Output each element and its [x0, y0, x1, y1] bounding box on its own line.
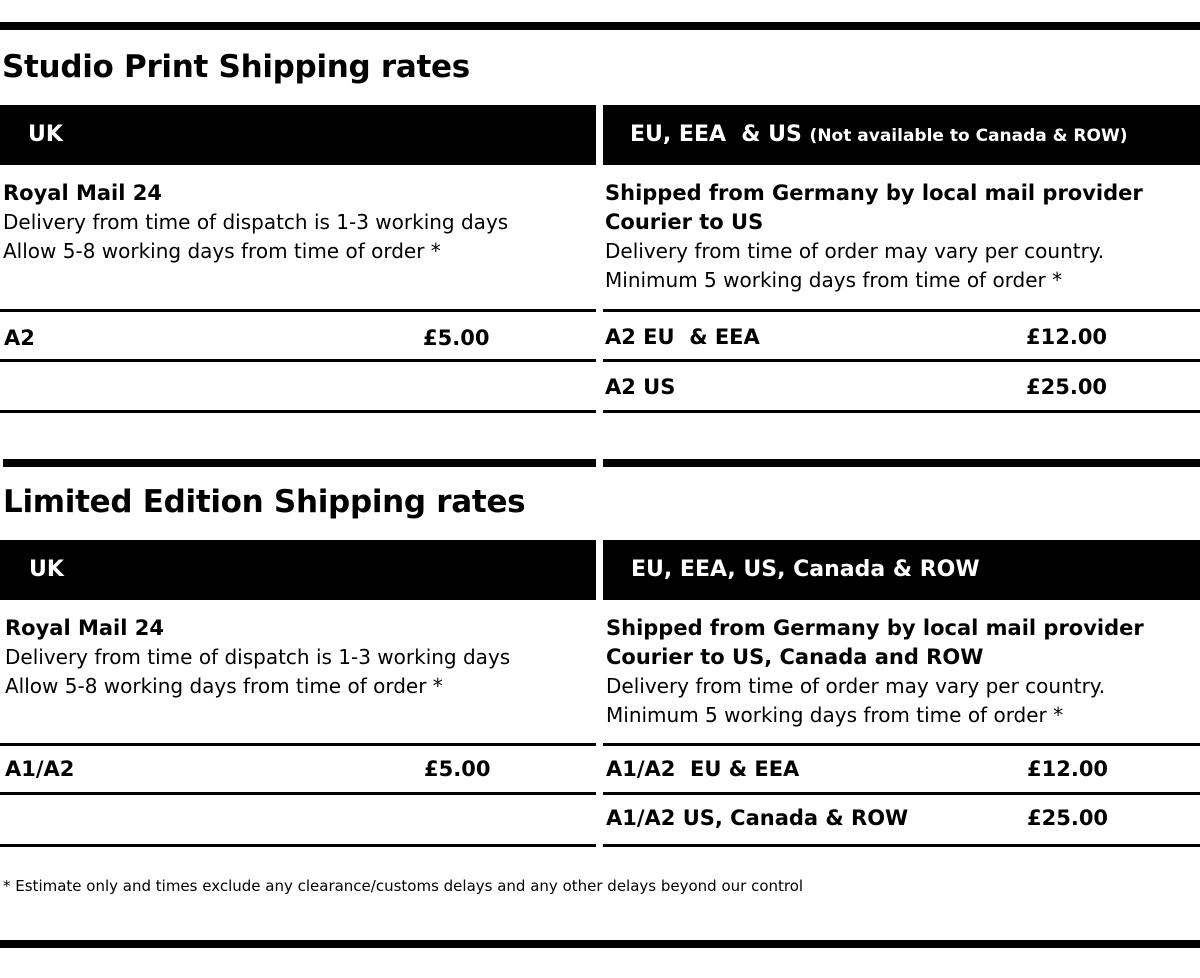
- limited-uk-header: [0, 540, 596, 600]
- table-row: [606, 754, 799, 784]
- table-row: [605, 322, 760, 352]
- row-price: £5.00: [423, 326, 490, 350]
- studio-intl-header-label: EU, EEA & US: [630, 122, 802, 147]
- bottom-rule: [0, 940, 1200, 948]
- limited-intl-line1: Delivery from time of order may vary per country.: [606, 674, 1106, 698]
- studio-intl-header-note: (Not available to Canada & ROW): [809, 126, 1128, 146]
- studio-section-title: Studio Print Shipping rates: [2, 49, 470, 85]
- studio-intl-carrier2: Courier to US: [605, 210, 764, 234]
- row-label: A1/A2: [5, 757, 75, 781]
- studio-uk-rule-2: [0, 359, 596, 362]
- studio-uk-carrier: Royal Mail 24: [3, 181, 162, 205]
- limited-uk-line1: Delivery from time of dispatch is 1-3 working days: [5, 645, 511, 669]
- limited-uk-rule-1: [0, 743, 596, 746]
- footnote: * Estimate only and times exclude any clearance/customs delays and any other delays beyond our control: [3, 877, 804, 895]
- studio-intl-line1: Delivery from time of order may vary per country.: [605, 239, 1105, 263]
- row-price: £12.00: [1027, 757, 1109, 781]
- studio-intl-rule-1: [603, 309, 1200, 312]
- studio-intl-info: [605, 179, 1143, 295]
- limited-section-title: Limited Edition Shipping rates: [3, 484, 526, 520]
- limited-uk-carrier: Royal Mail 24: [5, 616, 164, 640]
- row-price: £5.00: [424, 757, 491, 781]
- row-label: A1/A2 EU & EEA: [606, 757, 800, 781]
- limited-uk-info: [5, 614, 510, 701]
- limited-intl-carrier: Shipped from Germany by local mail provider: [606, 616, 1144, 640]
- top-rule: [0, 22, 1200, 30]
- limited-intl-carrier2: Courier to US, Canada and ROW: [606, 645, 984, 669]
- studio-uk-line1: Delivery from time of dispatch is 1-3 working days: [3, 210, 509, 234]
- studio-uk-line2: Allow 5-8 working days from time of order *: [3, 239, 441, 263]
- limited-intl-info: [606, 614, 1144, 730]
- studio-intl-carrier: Shipped from Germany by local mail provider: [605, 181, 1143, 205]
- row-label: A2 EU & EEA: [605, 325, 760, 349]
- limited-uk-header-label: UK: [29, 557, 64, 582]
- row-label: A2 US: [605, 375, 676, 399]
- section-divider-right: [603, 459, 1200, 467]
- limited-intl-rule-3: [603, 844, 1200, 847]
- studio-uk-header-label: UK: [28, 122, 63, 147]
- studio-intl-line2: Minimum 5 working days from time of order *: [605, 268, 1063, 292]
- limited-uk-rule-3: [0, 844, 596, 847]
- limited-uk-line2: Allow 5-8 working days from time of order *: [5, 674, 443, 698]
- row-price: £25.00: [1027, 806, 1109, 830]
- studio-uk-info: [3, 179, 508, 266]
- limited-intl-header-label: EU, EEA, US, Canada & ROW: [631, 557, 980, 582]
- limited-intl-line2: Minimum 5 working days from time of order *: [606, 703, 1064, 727]
- limited-intl-header: [603, 540, 1200, 600]
- studio-intl-header: [603, 105, 1200, 165]
- row-label: A1/A2 US, Canada & ROW: [606, 806, 909, 830]
- studio-intl-rule-3: [603, 410, 1200, 413]
- limited-uk-rule-2: [0, 792, 596, 795]
- limited-intl-rule-2: [603, 792, 1200, 795]
- section-divider-left: [3, 459, 596, 467]
- row-price: £12.00: [1026, 325, 1108, 349]
- studio-uk-rule-3: [0, 410, 596, 413]
- table-row: [605, 372, 675, 402]
- limited-intl-rule-1: [603, 743, 1200, 746]
- table-row: [5, 754, 74, 784]
- table-row: [606, 803, 908, 833]
- studio-uk-header: [0, 105, 596, 165]
- row-price: £25.00: [1026, 375, 1108, 399]
- studio-uk-rule-1: [0, 309, 596, 312]
- row-label: A2: [4, 326, 35, 350]
- studio-intl-rule-2: [603, 359, 1200, 362]
- table-row: [4, 323, 35, 353]
